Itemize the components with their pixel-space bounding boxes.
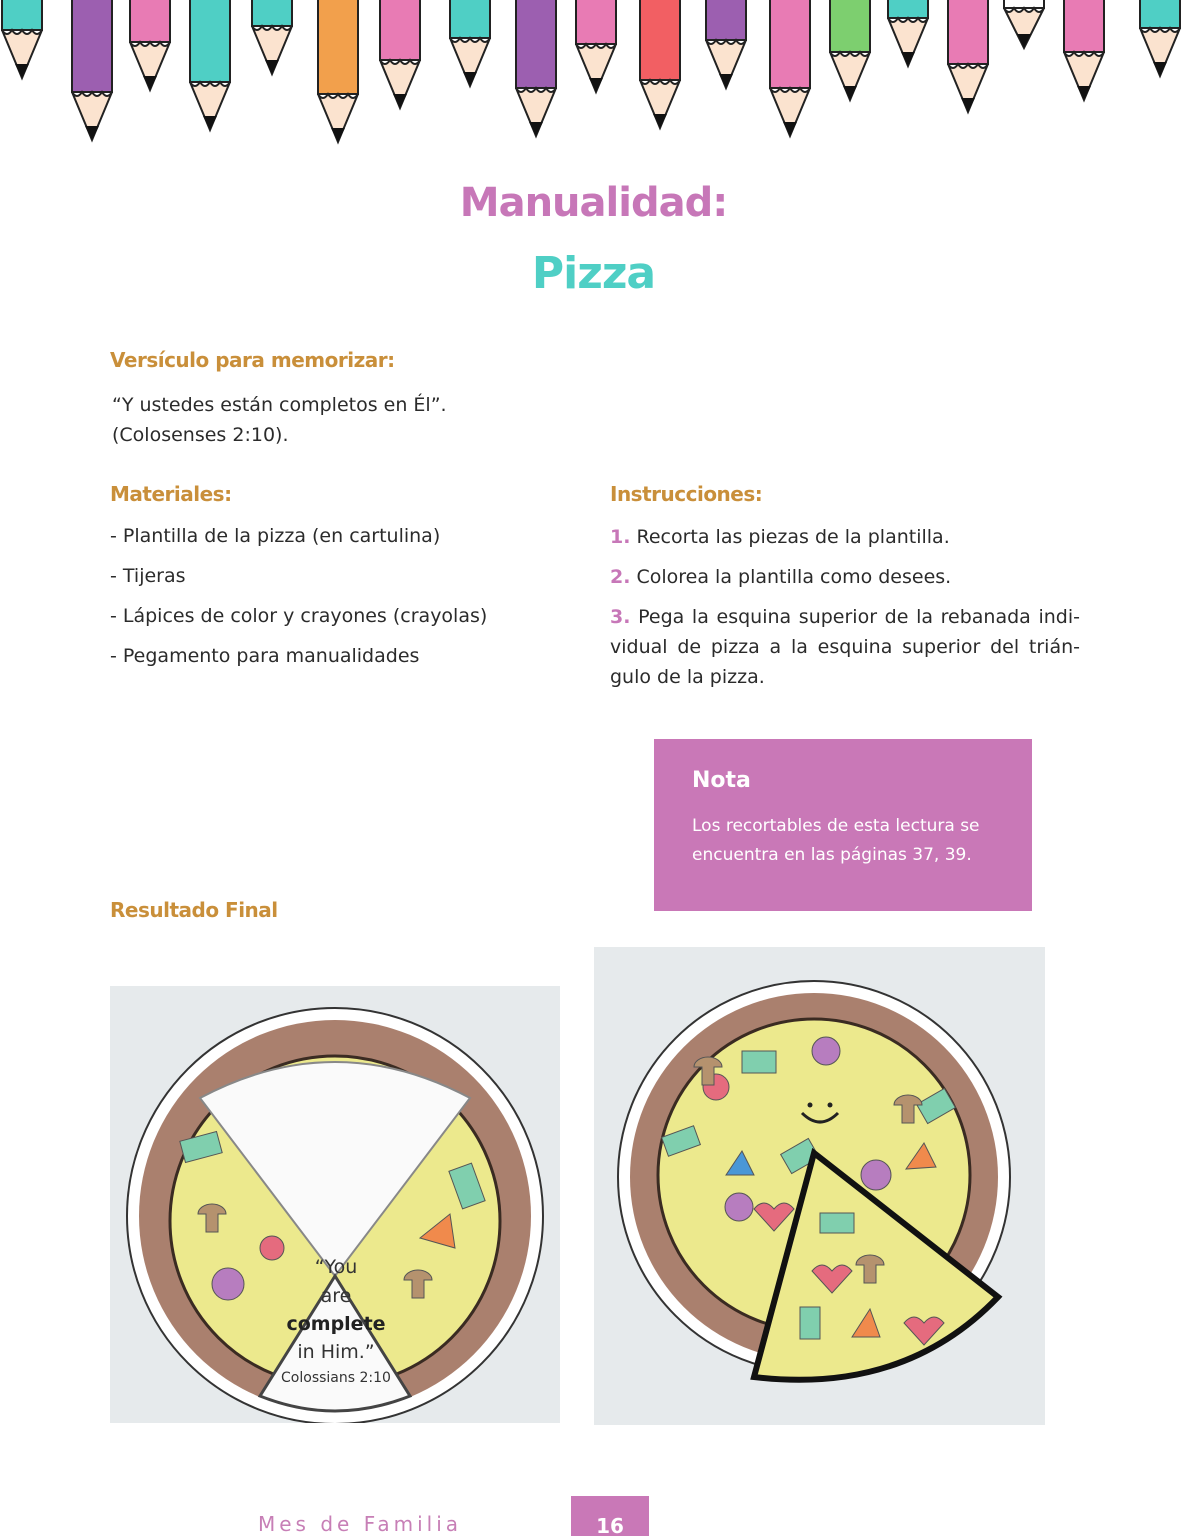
photo-text-line3: complete xyxy=(286,1313,386,1335)
instruction-step xyxy=(610,522,1080,552)
pencil-icon xyxy=(948,0,988,112)
result-photo-closed-pizza xyxy=(110,986,560,1423)
pencil-icon xyxy=(130,0,170,90)
pencil-icon xyxy=(318,0,358,142)
pencil-icon xyxy=(190,0,230,130)
pencil-icon xyxy=(1064,0,1104,100)
pencil-icon xyxy=(1140,0,1180,76)
step-text: Recorta las piezas de la plantilla. xyxy=(630,526,950,548)
page-title: Manualidad: xyxy=(459,180,728,226)
materials-item: - Tijeras xyxy=(110,565,186,587)
result-heading: Resultado Final xyxy=(110,898,278,922)
photo-text-line1: “You xyxy=(314,1256,358,1278)
instruction-step xyxy=(610,602,1080,692)
pencil-icon xyxy=(516,0,556,136)
result-photo-open-pizza xyxy=(594,947,1045,1425)
footer-label: Mes de Familia xyxy=(258,1512,463,1536)
photo-text-line5: Colossians 2:10 xyxy=(281,1370,391,1386)
pencil-icon xyxy=(888,0,928,66)
photo-text-line2: are xyxy=(320,1285,352,1307)
note-text: Los recortables de esta lectura se encuentra en las páginas 37, 39. xyxy=(692,816,980,865)
verse-line-2: (Colosenses 2:10). xyxy=(112,424,289,446)
step-number: 1. xyxy=(610,526,631,548)
materials-heading: Materiales: xyxy=(110,482,232,506)
materials-list xyxy=(110,521,550,681)
verse-heading: Versículo para memorizar: xyxy=(110,348,395,372)
pencil-icon xyxy=(380,0,420,108)
step-text: Pega la esquina superior de la rebanada indi-vidual de pizza a la esquina superior del trián-gulo de la pizza. xyxy=(610,606,1080,688)
instructions-heading: Instrucciones: xyxy=(610,482,763,506)
pencil-icon xyxy=(770,0,810,136)
verse-text xyxy=(112,390,447,450)
note-title: Nota xyxy=(692,768,751,793)
pencil-icon xyxy=(1004,0,1044,48)
verse-line-1: “Y ustedes están completos en Él”. xyxy=(112,394,447,416)
materials-item: - Plantilla de la pizza (en cartulina) xyxy=(110,525,441,547)
step-text: Colorea la plantilla como desees. xyxy=(630,566,952,588)
pencil-icon xyxy=(252,0,292,74)
pencil-border-decoration xyxy=(0,0,1187,160)
pencil-icon xyxy=(450,0,490,86)
materials-item: - Lápices de color y crayones (crayolas) xyxy=(110,605,488,627)
pencil-icon xyxy=(706,0,746,88)
step-number: 2. xyxy=(610,566,631,588)
photo-text-line4: in Him.” xyxy=(297,1341,375,1363)
pencil-icon xyxy=(576,0,616,92)
page-number: 16 xyxy=(596,1514,624,1538)
materials-item: - Pegamento para manualidades xyxy=(110,645,420,667)
instructions-list xyxy=(610,522,1080,692)
instruction-step xyxy=(610,562,1080,592)
pencil-icon xyxy=(830,0,870,100)
pencil-icon xyxy=(640,0,680,128)
step-number: 3. xyxy=(610,606,631,628)
pencil-icon xyxy=(72,0,112,140)
page-subtitle: Pizza xyxy=(531,248,656,299)
pencil-icon xyxy=(2,0,42,78)
